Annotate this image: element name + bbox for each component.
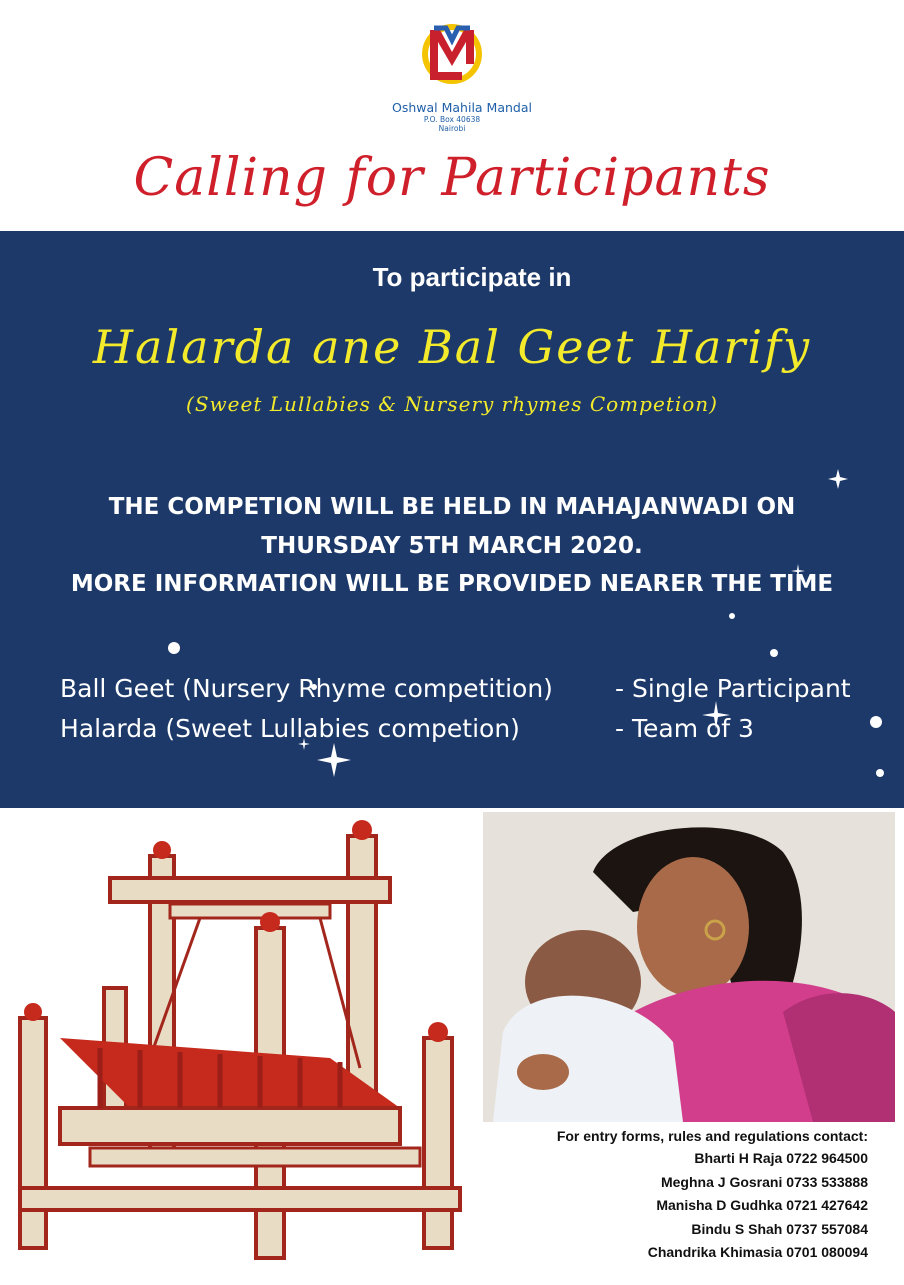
cradle-photo: [0, 808, 480, 1280]
org-name: Oshwal Mahila Mandal: [392, 100, 532, 115]
org-city: Nairobi: [438, 124, 466, 133]
intro-text: To participate in: [372, 262, 572, 292]
contacts-heading: For entry forms, rules and regulations contact:: [556, 1128, 868, 1144]
contact-row: [557, 1147, 868, 1171]
contact-phone: 0737 557084: [786, 1220, 868, 1237]
contact-name: Chandrika Khimasia: [647, 1244, 783, 1260]
contact-row: [557, 1241, 868, 1265]
category-label-bal-geet: Ball Geet (Nursery Rhyme competition): [60, 674, 553, 703]
contact-list: [557, 1128, 868, 1265]
oml-monogram-logo: [406, 8, 498, 100]
event-title: Halarda ane Bal Geet Harify: [92, 320, 812, 374]
contact-phone: 0722 964500: [786, 1150, 868, 1166]
event-subtitle: (Sweet Lullabies & Nursery rhymes Competion): [186, 392, 718, 416]
category-detail-halarda: - Team of 3: [615, 714, 754, 743]
contact-phone: 0721 427642: [786, 1197, 868, 1213]
contact-row: [557, 1218, 868, 1242]
info-line-more-info: MORE INFORMATION WILL BE PROVIDED NEARER THE TIME: [70, 571, 834, 597]
contact-phone: 0733 533888: [786, 1173, 868, 1190]
org-logo: [392, 8, 532, 148]
org-po-box: P.O. Box 40638: [423, 115, 481, 124]
info-line-date: THURSDAY 5TH MARCH 2020.: [261, 533, 643, 559]
category-label-halarda: Halarda (Sweet Lullabies competion): [60, 714, 520, 743]
info-line-venue: THE COMPETION WILL BE HELD IN MAHAJANWADI ON: [108, 494, 796, 520]
contact-name: Meghna J Gosrani: [660, 1173, 783, 1190]
contact-phone: 0701 080094: [786, 1244, 868, 1260]
contact-name: Manisha D Gudhka: [656, 1197, 783, 1213]
contact-row: [557, 1194, 868, 1218]
cradle-frame: [20, 820, 460, 1258]
headline: Calling for Participants: [133, 148, 771, 208]
category-detail-bal-geet: - Single Participant: [615, 674, 851, 703]
contact-name: Bharti H Raja: [694, 1150, 783, 1166]
mother-and-baby-photo: [483, 812, 895, 1122]
contact-name: Bindu S Shah: [691, 1220, 783, 1237]
contact-row: [557, 1171, 868, 1195]
